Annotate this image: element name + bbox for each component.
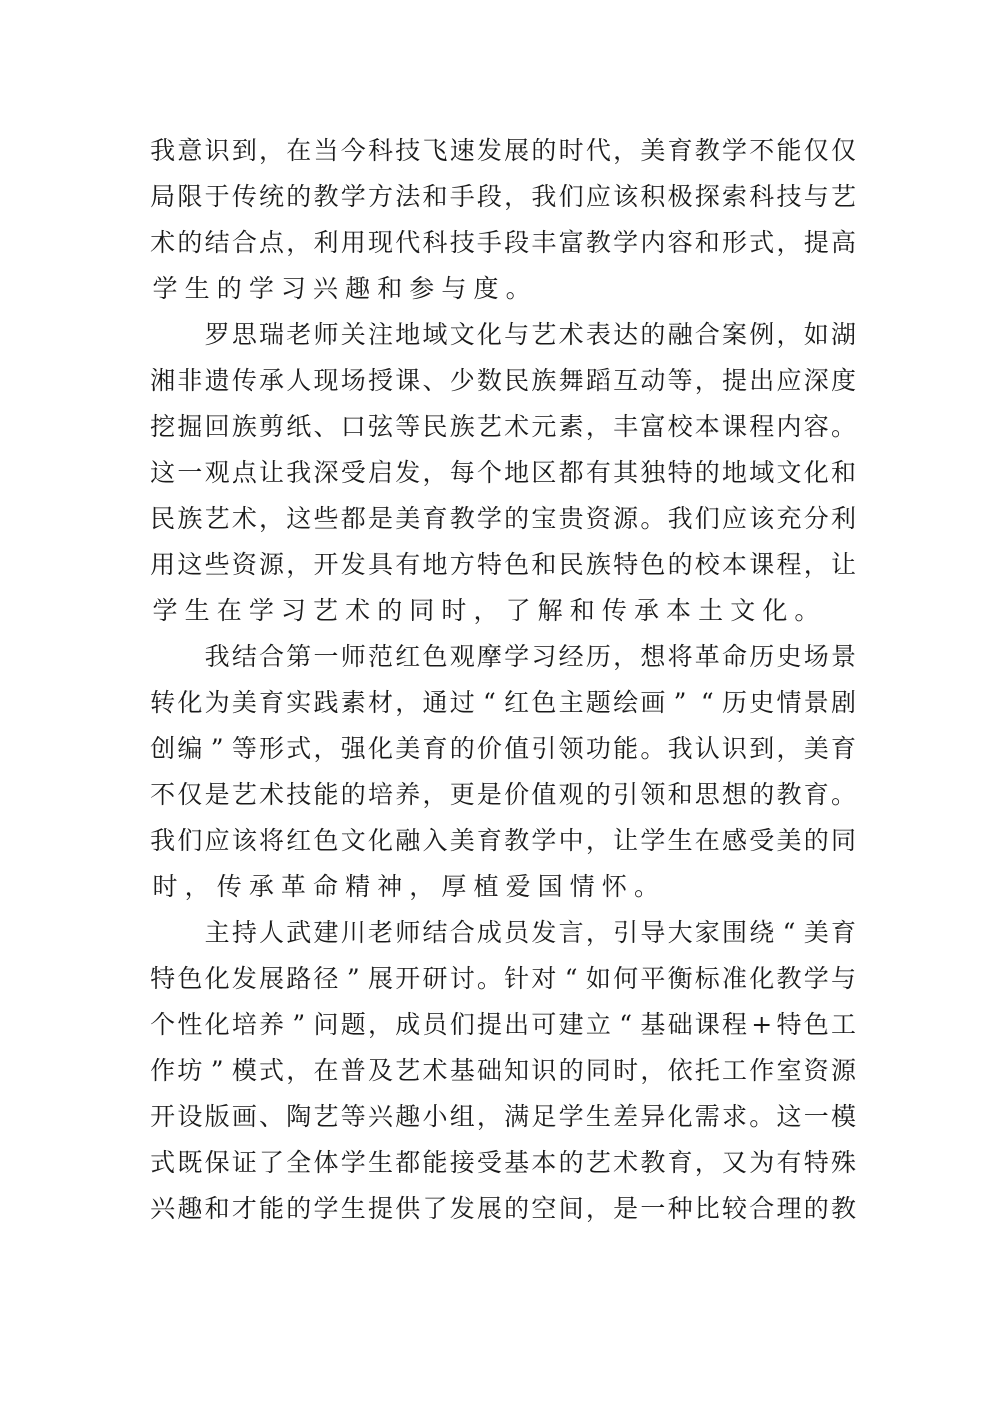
paragraph-3 xyxy=(149,634,857,910)
text-line: 湘 非 遗 传 承 人 现 场 授 课 、 少 数 民 族 舞 蹈 互 动 等 ， 提 出 应 深 度 xyxy=(150,366,856,395)
text-line: 我 结 合 第 一 师 范 红 色 观 摩 学 习 经 历 ， 想 将 革 命 历 史 场 景 xyxy=(204,642,856,671)
text-line: 式 既 保 证 了 全 体 学 生 都 能 接 受 基 本 的 艺 术 教 育 ， 又 为 有 特 殊 xyxy=(150,1148,856,1177)
text-line: 不 仅 是 艺 术 技 能 的 培 养 ， 更 是 价 值 观 的 引 领 和 思 想 的 教 育 。 xyxy=(150,780,856,809)
text-line: 作 坊 ” 模 式 ， 在 普 及 艺 术 基 础 知 识 的 同 时 ， 依 托 工 作 室 资 源 xyxy=(150,1056,856,1085)
text-line: 特 色 化 发 展 路 径 ” 展 开 研 讨 。 针 对 “ 如 何 平 衡 标 准 化 教 学 与 xyxy=(150,964,856,993)
text-line: 兴 趣 和 才 能 的 学 生 提 供 了 发 展 的 空 间 ， 是 一 种 比 较 合 理 的 教 xyxy=(150,1194,856,1223)
document-page xyxy=(149,128,857,1232)
text-line: 民 族 艺 术 ， 这 些 都 是 美 育 教 学 的 宝 贵 资 源 。 我 们 应 该 充 分 利 xyxy=(150,504,856,533)
text-line: 开 设 版 画 、 陶 艺 等 兴 趣 小 组 ， 满 足 学 生 差 异 化 需 求 。 这 一 模 xyxy=(150,1102,856,1131)
text-line: 个 性 化 培 养 ” 问 题 ， 成 员 们 提 出 可 建 立 “ 基 础 课 程 + 特 色 工 xyxy=(150,1010,856,1039)
text-line: 时 ， 传 承 革 命 精 神 ， 厚 植 爱 国 情 怀 。 xyxy=(152,872,659,901)
text-line: 主 持 人 武 建 川 老 师 结 合 成 员 发 言 ， 引 导 大 家 围 绕 “ 美 育 xyxy=(204,918,856,947)
text-line: 我 意 识 到 ， 在 当 今 科 技 飞 速 发 展 的 时 代 ， 美 育 教 学 不 能 仅 仅 xyxy=(150,136,856,165)
text-line: 学 生 在 学 习 艺 术 的 同 时 ， 了 解 和 传 承 本 土 文 化 。 xyxy=(152,596,820,625)
paragraph-4 xyxy=(149,910,857,1232)
text-line: 用 这 些 资 源 ， 开 发 具 有 地 方 特 色 和 民 族 特 色 的 校 本 课 程 ， 让 xyxy=(150,550,856,579)
text-line: 转 化 为 美 育 实 践 素 材 ， 通 过 “ 红 色 主 题 绘 画 ” “ 历 史 情 景 剧 xyxy=(150,688,856,717)
text-line: 罗 思 瑞 老 师 关 注 地 域 文 化 与 艺 术 表 达 的 融 合 案 例 ， 如 湖 xyxy=(204,320,856,349)
text-line: 局 限 于 传 统 的 教 学 方 法 和 手 段 ， 我 们 应 该 积 极 探 索 科 技 与 艺 xyxy=(150,182,856,211)
text-line: 挖 掘 回 族 剪 纸 、 口 弦 等 民 族 艺 术 元 素 ， 丰 富 校 本 课 程 内 容 。 xyxy=(150,412,856,441)
text-line: 术 的 结 合 点 ， 利 用 现 代 科 技 手 段 丰 富 教 学 内 容 和 形 式 ， 提 高 xyxy=(150,228,856,257)
text-line: 这 一 观 点 让 我 深 受 启 发 ， 每 个 地 区 都 有 其 独 特 的 地 域 文 化 和 xyxy=(150,458,856,487)
text-line: 我 们 应 该 将 红 色 文 化 融 入 美 育 教 学 中 ， 让 学 生 在 感 受 美 的 同 xyxy=(150,826,856,855)
paragraph-1 xyxy=(149,128,857,312)
text-line: 学 生 的 学 习 兴 趣 和 参 与 度 。 xyxy=(152,274,531,303)
paragraph-2 xyxy=(149,312,857,634)
text-line: 创 编 ” 等 形 式 ， 强 化 美 育 的 价 值 引 领 功 能 。 我 认 识 到 ， 美 育 xyxy=(150,734,856,763)
